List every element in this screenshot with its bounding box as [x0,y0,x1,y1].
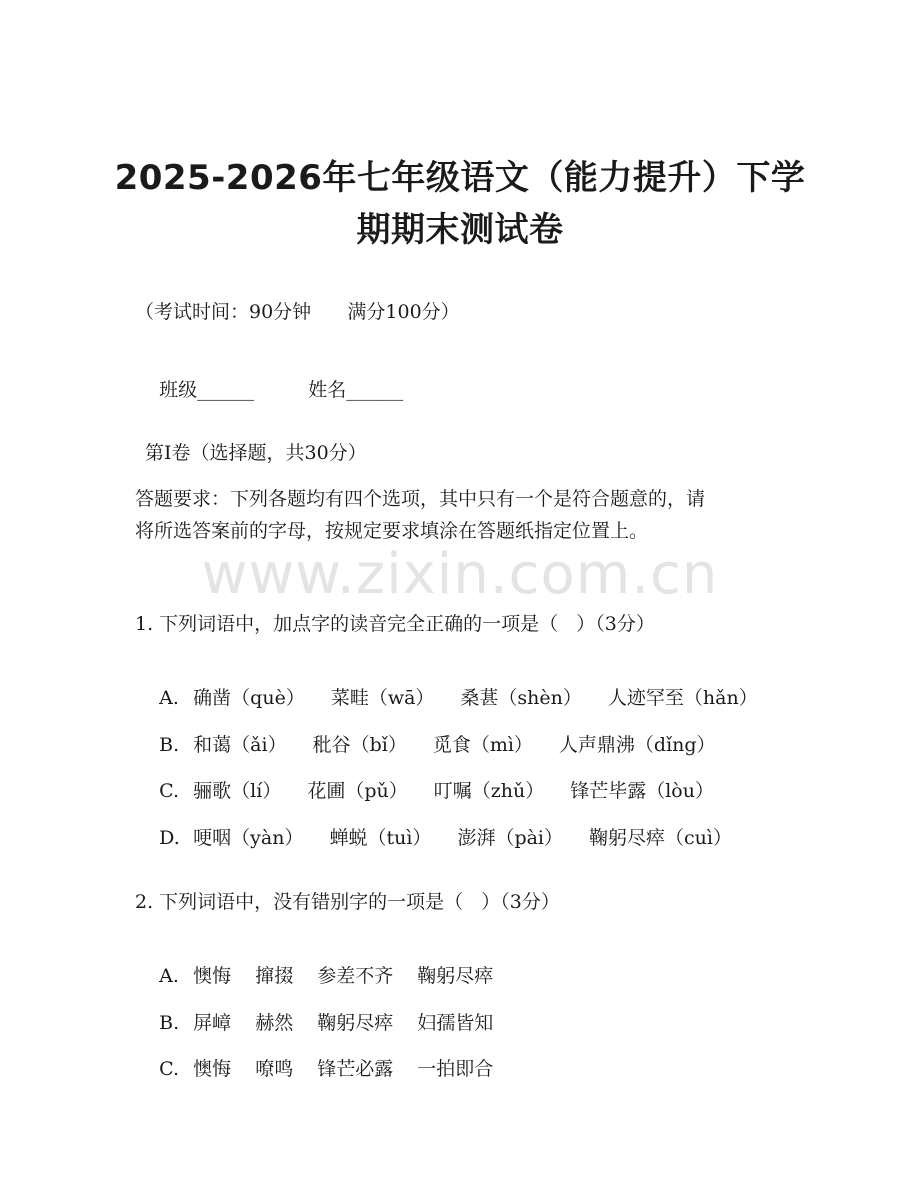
option-label: C. [159,780,180,802]
exam-title-line-1: 2025-2026年七年级语文（能力提升）下学 [114,158,806,198]
option-label: D. [159,827,180,849]
option-word: 秕谷（bǐ） [312,734,407,756]
option-word: 参差不齐 [317,965,394,987]
option-label: C. [159,1058,180,1080]
option-word: 叮嘱（zhǔ） [433,780,545,802]
option-word: 锋芒毕露（lòu） [570,780,714,802]
option-word: 锋芒必露 [317,1058,394,1080]
option-label: B. [159,734,180,756]
question-1-option-d [135,796,732,880]
option-word: 妇孺皆知 [417,1012,494,1034]
option-label: B. [159,1012,180,1034]
option-word: 骊歌（lí） [193,780,282,802]
option-word: 确凿（què） [193,687,305,709]
instruction-line-2: 将所选答案前的字母，按规定要求填涂在答题纸指定位置上。 [135,520,649,542]
option-word: 澎湃（pài） [457,827,564,849]
exam-title-line-2: 期期末测试卷 [356,210,564,250]
option-word: 鞠躬尽瘁 [317,1012,394,1034]
option-word: 懊悔 [193,965,232,987]
option-word: 撺掇 [255,965,294,987]
option-label: A. [159,965,179,987]
option-word: 哽咽（yàn） [193,827,304,849]
option-word: 嘹鸣 [255,1058,294,1080]
option-label: A. [159,687,179,709]
option-word: 菜畦（wā） [330,687,435,709]
option-word: 屏嶂 [193,1012,232,1034]
option-word: 鞠躬尽瘁 [417,965,494,987]
student-info [135,348,403,432]
question-2-option-c [135,1027,493,1111]
option-word: 鞠躬尽瘁（cuì） [589,827,732,849]
watermark: www.zixin.com.cn [201,542,719,607]
option-word: 人声鼎沸（dǐng） [558,734,716,756]
option-word: 桑葚（shèn） [460,687,582,709]
name-field-label: 姓名______ [308,379,404,401]
class-field-label: 班级______ [159,379,255,401]
option-word: 一拍即合 [417,1058,494,1080]
section-heading: 第Ⅰ卷（选择题，共30分） [145,442,367,464]
option-word: 赫然 [255,1012,294,1034]
option-word: 和蔼（ǎi） [193,734,287,756]
option-word: 人迹罕至（hǎn） [607,687,758,709]
instruction-line-1: 答题要求：下列各题均有四个选项，其中只有一个是符合题意的，请 [135,488,706,510]
option-word: 蝉蜕（tuì） [329,827,432,849]
option-word: 花圃（pǔ） [307,780,408,802]
question-2-stem: 2. 下列词语中，没有错别字的一项是（ ）（3分） [135,891,560,913]
option-word: 懊悔 [193,1058,232,1080]
question-1-stem: 1. 下列词语中，加点字的读音完全正确的一项是（ ）（3分） [135,613,655,635]
exam-info: （考试时间：90分钟 满分100分） [135,301,460,323]
option-word: 觅食（mì） [432,734,533,756]
